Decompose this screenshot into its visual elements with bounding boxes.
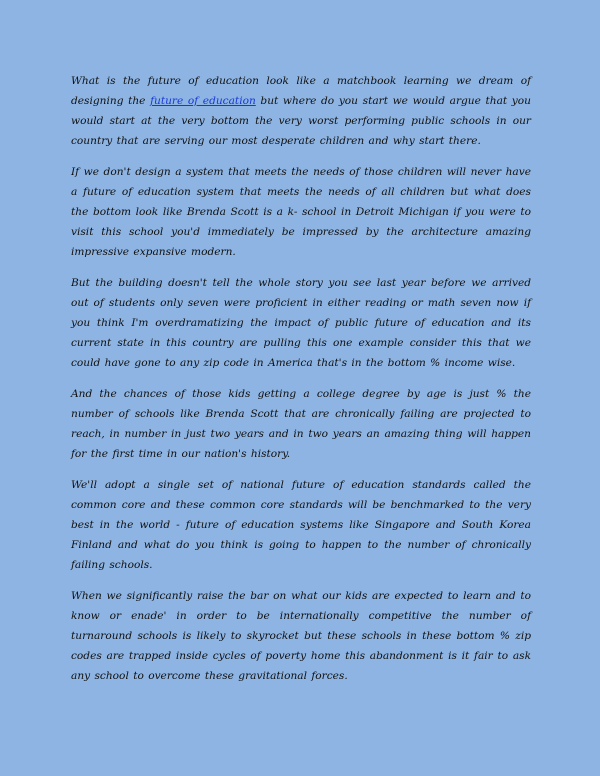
paragraph-6: When we significantly raise the bar on what our kids are expected to learn and to know or enade' in order to be internationally competitive the number of turnaround schools is likely to skyrocket but these schools in these bottom % zip codes are trapped inside cycles of poverty home this abandonment is it fair to ask any school to overcome these gravitational forces. — [71, 590, 531, 682]
paragraph-4: And the chances of those kids getting a college degree by age is just % the number of schools like Brenda Scott that are chronically failing are projected to reach, in number in just two years and in two years an amazing thing will happen for the first time in our nation's history. — [71, 388, 531, 460]
paragraph-1-text-start: What is the future of education look like a matchbook learning we dream of designing the — [71, 75, 531, 107]
paragraph-5: We'll adopt a single set of national future of education standards called the common core and these common core standards will be benchmarked to the very best in the world - future of education systems like Singapore and South Korea Finland and what do you think is going to happen to the number of chronically failing schools. — [71, 479, 531, 571]
paragraph-2: If we don't design a system that meets the needs of those children will never have a future of education system that meets the needs of all children but what does the bottom look like Brenda Scott is a k- school in Detroit Michigan if you were to visit this school you'd immediately be impressed by the architecture amazing impressive expansive modern. — [71, 166, 531, 258]
document-body — [71, 71, 531, 697]
paragraph-1 — [71, 71, 531, 151]
future-of-education-link[interactable]: future of education — [150, 95, 256, 107]
paragraph-3: But the building doesn't tell the whole story you see last year before we arrived out of students only seven were proficient in either reading or math seven now if you think I'm overdramatizing the impact of public future of education and its current state in this country are pulling this one example consider this that we could have gone to any zip code in America that's in the bottom % income wise. — [71, 277, 531, 369]
paragraph-1-text-end: but where do you start we would argue that you would start at the very bottom the very worst performing public schools in our country that are serving our most desperate children and why start there. — [71, 95, 531, 147]
